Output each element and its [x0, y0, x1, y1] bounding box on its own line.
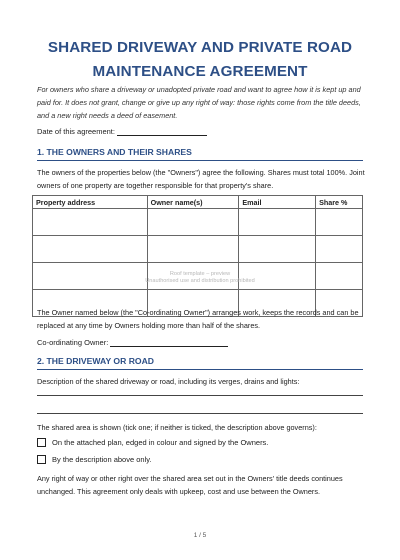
coordinator-blank-line[interactable] — [110, 338, 228, 347]
watermark-line-2: Unauthorised use and distribution prohibited — [145, 278, 255, 284]
closing-text: Any right of way or other right over the shared area set out in the Owners' title deeds continues unchanged. This agreement only deals with upkeep, cost and use between the Owners. — [37, 474, 343, 496]
table-cell[interactable] — [316, 236, 363, 263]
preview-watermark — [130, 271, 270, 285]
option-description[interactable] — [37, 455, 152, 464]
description-label: Description of the shared driveway or road, including its verges, drains and lights: — [37, 377, 300, 386]
title-line-1: SHARED DRIVEWAY AND PRIVATE ROAD — [47, 39, 353, 56]
page-number: 1 / 5 — [193, 532, 207, 539]
title-line-2: MAINTENANCE AGREEMENT — [92, 63, 308, 80]
option-description-label: By the description above only. — [52, 455, 152, 464]
section-2-rule — [37, 369, 363, 370]
table-cell[interactable] — [316, 263, 363, 290]
table-cell[interactable] — [33, 236, 148, 263]
checkbox[interactable] — [37, 455, 46, 464]
column-header-share: Share % — [316, 196, 363, 209]
table-cell[interactable] — [239, 236, 316, 263]
checkbox[interactable] — [37, 438, 46, 447]
table-cell[interactable] — [316, 209, 363, 236]
description-line[interactable] — [37, 395, 363, 396]
section-1-rule — [37, 160, 363, 161]
table-row — [33, 209, 363, 236]
option-plan[interactable] — [37, 438, 268, 447]
table-row — [33, 236, 363, 263]
table-cell[interactable] — [33, 209, 148, 236]
description-line[interactable] — [37, 413, 363, 414]
table-cell[interactable] — [147, 209, 239, 236]
shown-instructions: The shared area is shown (tick one; if neither is ticked, the description above governs): — [37, 423, 317, 432]
date-label: Date of this agreement: — [37, 127, 115, 136]
document-title — [20, 36, 380, 84]
date-blank-line[interactable] — [117, 127, 207, 136]
coordinator-text: The Owner named below (the "Co-ordinating Owner") arranges work, keeps the records and can be replaced at any time by Owners holding more than half of the shares. — [37, 308, 359, 330]
table-cell[interactable] — [239, 209, 316, 236]
table-cell[interactable] — [147, 236, 239, 263]
column-header-owner-names: Owner name(s) — [147, 196, 239, 209]
coordinator-label: Co-ordinating Owner: — [37, 338, 109, 347]
section-1-text: The owners of the properties below (the "Owners") agree the following. Shares must total 100%. Joint owners of one property are together responsible for that property's share. — [37, 168, 365, 190]
owners-table — [32, 195, 363, 317]
column-header-email: Email — [239, 196, 316, 209]
watermark-line-1: Roof template – preview — [169, 271, 231, 277]
coordinator-field[interactable] — [37, 338, 228, 347]
section-2-heading: 2. THE DRIVEWAY OR ROAD — [37, 356, 154, 366]
option-plan-label: On the attached plan, edged in colour and signed by the Owners. — [52, 438, 269, 447]
date-field[interactable] — [37, 127, 207, 136]
intro-text: For owners who share a driveway or unadopted private road and want to agree how it is kept up and paid for. It does not grant, change or give up any right of way: those rights come from the title deeds, and a new right needs a deed of easement. — [37, 85, 361, 120]
column-header-property-address: Property address — [33, 196, 148, 209]
owners-table-header — [33, 196, 363, 209]
section-1-heading: 1. THE OWNERS AND THEIR SHARES — [37, 147, 192, 157]
